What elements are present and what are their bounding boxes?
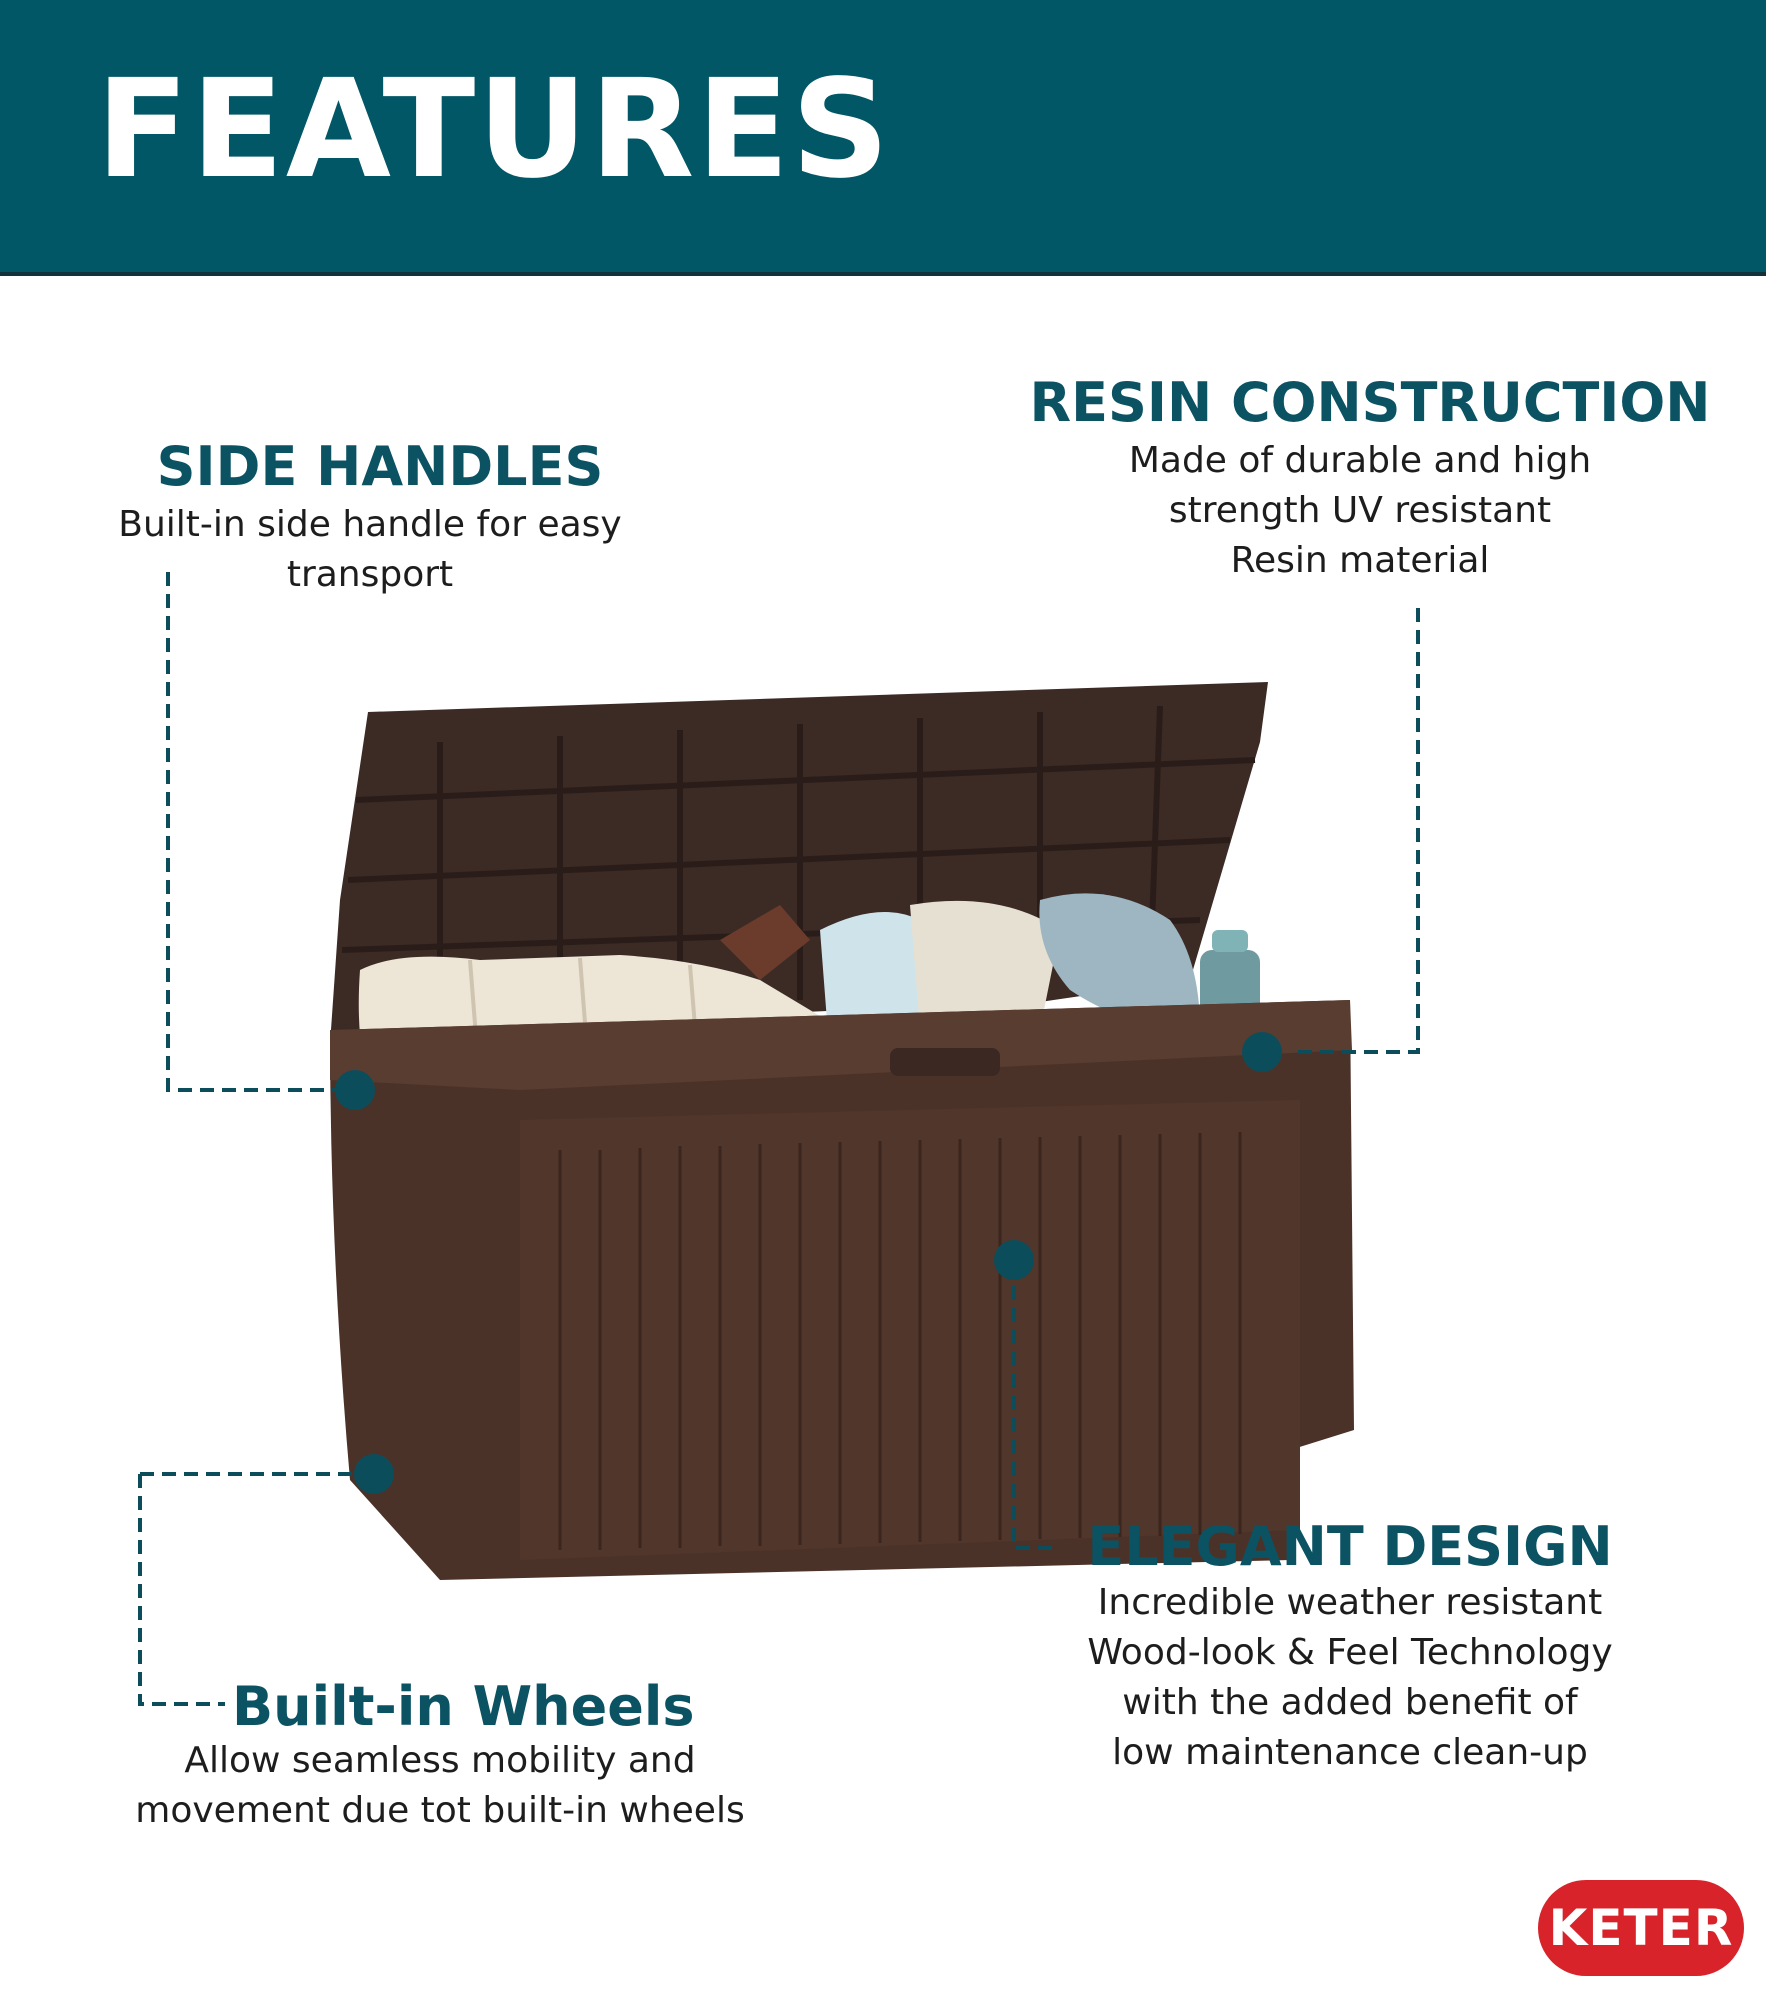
resin-construction-line: Made of durable and high — [1128, 440, 1592, 481]
elegant-design-line: Incredible weather resistant — [1097, 1582, 1603, 1623]
callout-dot-wheels — [354, 1454, 394, 1494]
side-handles-title: SIDE HANDLES — [156, 435, 604, 498]
elegant-design-line: low maintenance clean-up — [1112, 1732, 1588, 1773]
elegant-design-line: Wood-look & Feel Technology — [1087, 1632, 1613, 1673]
page-title: FEATURES — [96, 51, 892, 209]
keter-logo — [1538, 1880, 1744, 1976]
callout-dot-side-handles — [335, 1070, 375, 1110]
elegant-design-line: with the added benefit of — [1122, 1682, 1578, 1723]
keter-logo-text: KETER — [1548, 1899, 1734, 1957]
side-handles-line: transport — [286, 554, 454, 595]
resin-construction-line: strength UV resistant — [1168, 490, 1552, 531]
built-in-wheels-line: movement due tot built-in wheels — [135, 1790, 745, 1831]
side-handles-desc — [60, 500, 680, 600]
callout-dot-design — [994, 1240, 1034, 1280]
callout-dot-resin — [1242, 1032, 1282, 1072]
box-latch — [890, 1048, 1000, 1076]
resin-construction-desc — [1020, 436, 1700, 586]
elegant-design-title: ELEGANT DESIGN — [1087, 1515, 1613, 1578]
box-front-panel — [520, 1100, 1300, 1560]
resin-construction-line: Resin material — [1230, 540, 1490, 581]
built-in-wheels-desc — [60, 1736, 820, 1836]
elegant-design-desc — [1020, 1578, 1680, 1778]
resin-construction-title: RESIN CONSTRUCTION — [1029, 371, 1711, 434]
built-in-wheels-title: Built-in Wheels — [232, 1675, 695, 1738]
side-handles-line: Built-in side handle for easy — [118, 504, 622, 545]
built-in-wheels-line: Allow seamless mobility and — [184, 1740, 696, 1781]
